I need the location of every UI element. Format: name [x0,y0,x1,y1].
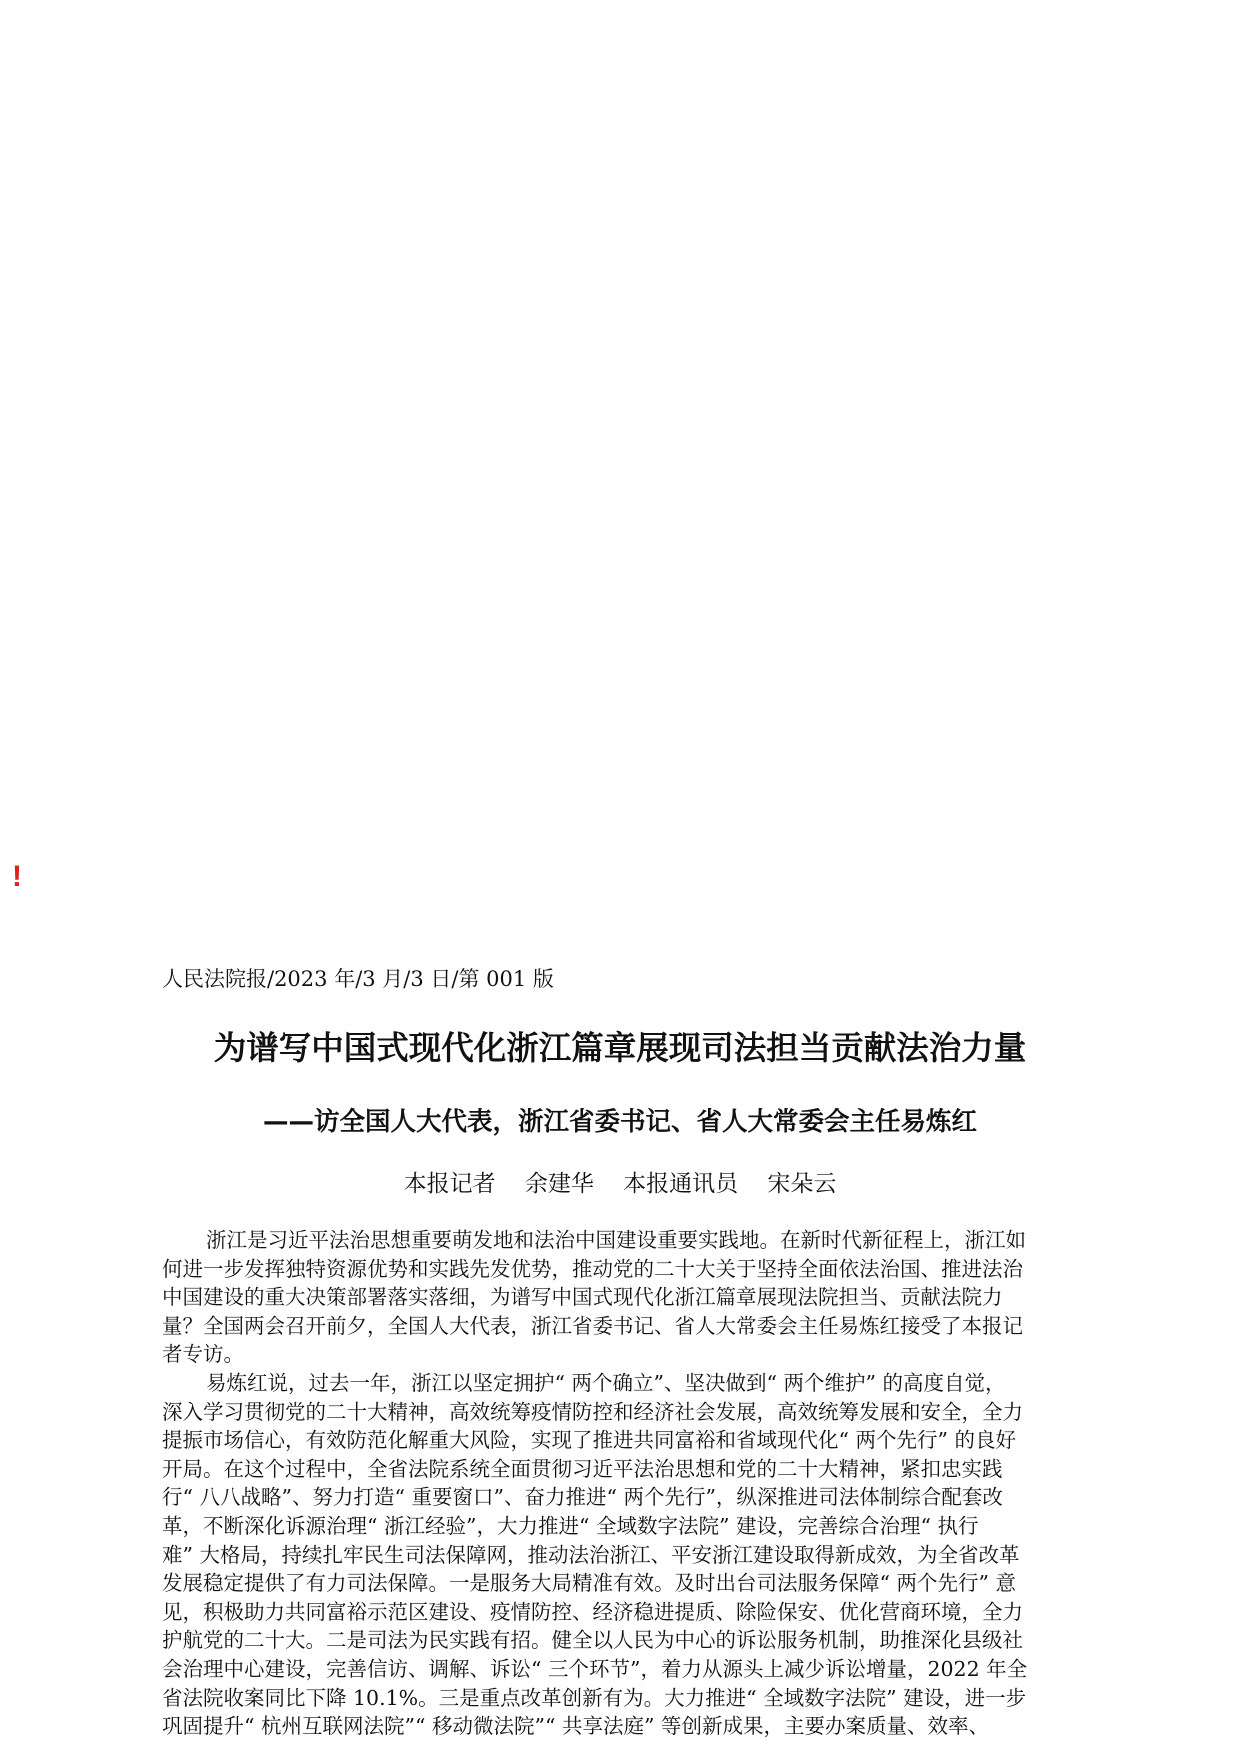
body-line: 开局。在这个过程中，全省法院系统全面贯彻习近平法治思想和党的二十大精神，紧扣忠实践 [162,1456,1003,1481]
body-line: 发展稳定提供了有力司法保障。一是服务大局精准有效。及时出台司法服务保障“ 两个先行” 意 [162,1571,1016,1596]
body-line: 行“ 八八战略”、努力打造“ 重要窗口”、奋力推进“ 两个先行”，纵深推进司法体制综合配套改 [162,1485,1003,1510]
body-line: 何进一步发挥独特资源优势和实践先发优势，推动党的二十大关于坚持全面依法治国、推进法治 [162,1256,1023,1281]
body-line: 革，不断深化诉源治理“ 浙江经验”，大力推进“ 全域数字法院” 建设，完善综合治理“ 执行 [162,1513,979,1538]
byline: 本报记者 余建华 本报通讯员 宋朵云 [403,1171,837,1197]
body-line: 量？全国两会召开前夕，全国人大代表，浙江省委书记、省人大常委会主任易炼红接受了本报记 [162,1313,1023,1338]
source-line: 人民法院报/2023 年/3 月/3 日/第 001 版 [162,967,554,991]
body-line: 护航党的二十大。二是司法为民实践有招。健全以人民为中心的诉讼服务机制，助推深化县级社 [162,1628,1023,1653]
body-line: 中国建设的重大决策部署落实落细，为谱写中国式现代化浙江篇章展现法院担当、贡献法院力 [162,1285,1003,1310]
warning-mark: ! [12,860,22,893]
article-subtitle: ——访全国人大代表，浙江省委书记、省人大常委会主任易炼红 [262,1107,977,1137]
body-line: 提振市场信心，有效防范化解重大风险，实现了推进共同富裕和省域现代化“ 两个先行” 的良好 [162,1428,1016,1453]
body-line: 者专访。 [162,1342,244,1367]
body-line: 巩固提升“ 杭州互联网法院”“ 移动微法院”“ 共享法庭” 等创新成果，主要办案质量、效率、 [162,1714,989,1739]
body-line: 浙江是习近平法治思想重要萌发地和法治中国建设重要实践地。在新时代新征程上，浙江如 [206,1228,1026,1252]
body-line: 难” 大格局，持续扎牢民生司法保障网，推动法治浙江、平安浙江建设取得新成效，为全省改革 [162,1542,1020,1567]
body-line: 易炼红说，过去一年，浙江以坚定拥护“ 两个确立”、坚决做到“ 两个维护” 的高度自觉， [206,1370,1006,1395]
article-body [162,1226,1092,1741]
article-title: 为谱写中国式现代化浙江篇章展现司法担当贡献法治力量 [213,1029,1027,1067]
body-line: 会治理中心建设，完善信访、调解、诉讼“ 三个环节”，着力从源头上减少诉讼增量，2022 年全 [162,1656,1028,1681]
body-line: 省法院收案同比下降 10.1%。三是重点改革创新有为。大力推进“ 全域数字法院” 建设，进一步 [162,1685,1027,1710]
body-line: 见，积极助力共同富裕示范区建设、疫情防控、经济稳进提质、除险保安、优化营商环境，全力 [162,1599,1023,1624]
body-line: 深入学习贯彻党的二十大精神，高效统筹疫情防控和经济社会发展，高效统筹发展和安全，全力 [162,1399,1023,1424]
